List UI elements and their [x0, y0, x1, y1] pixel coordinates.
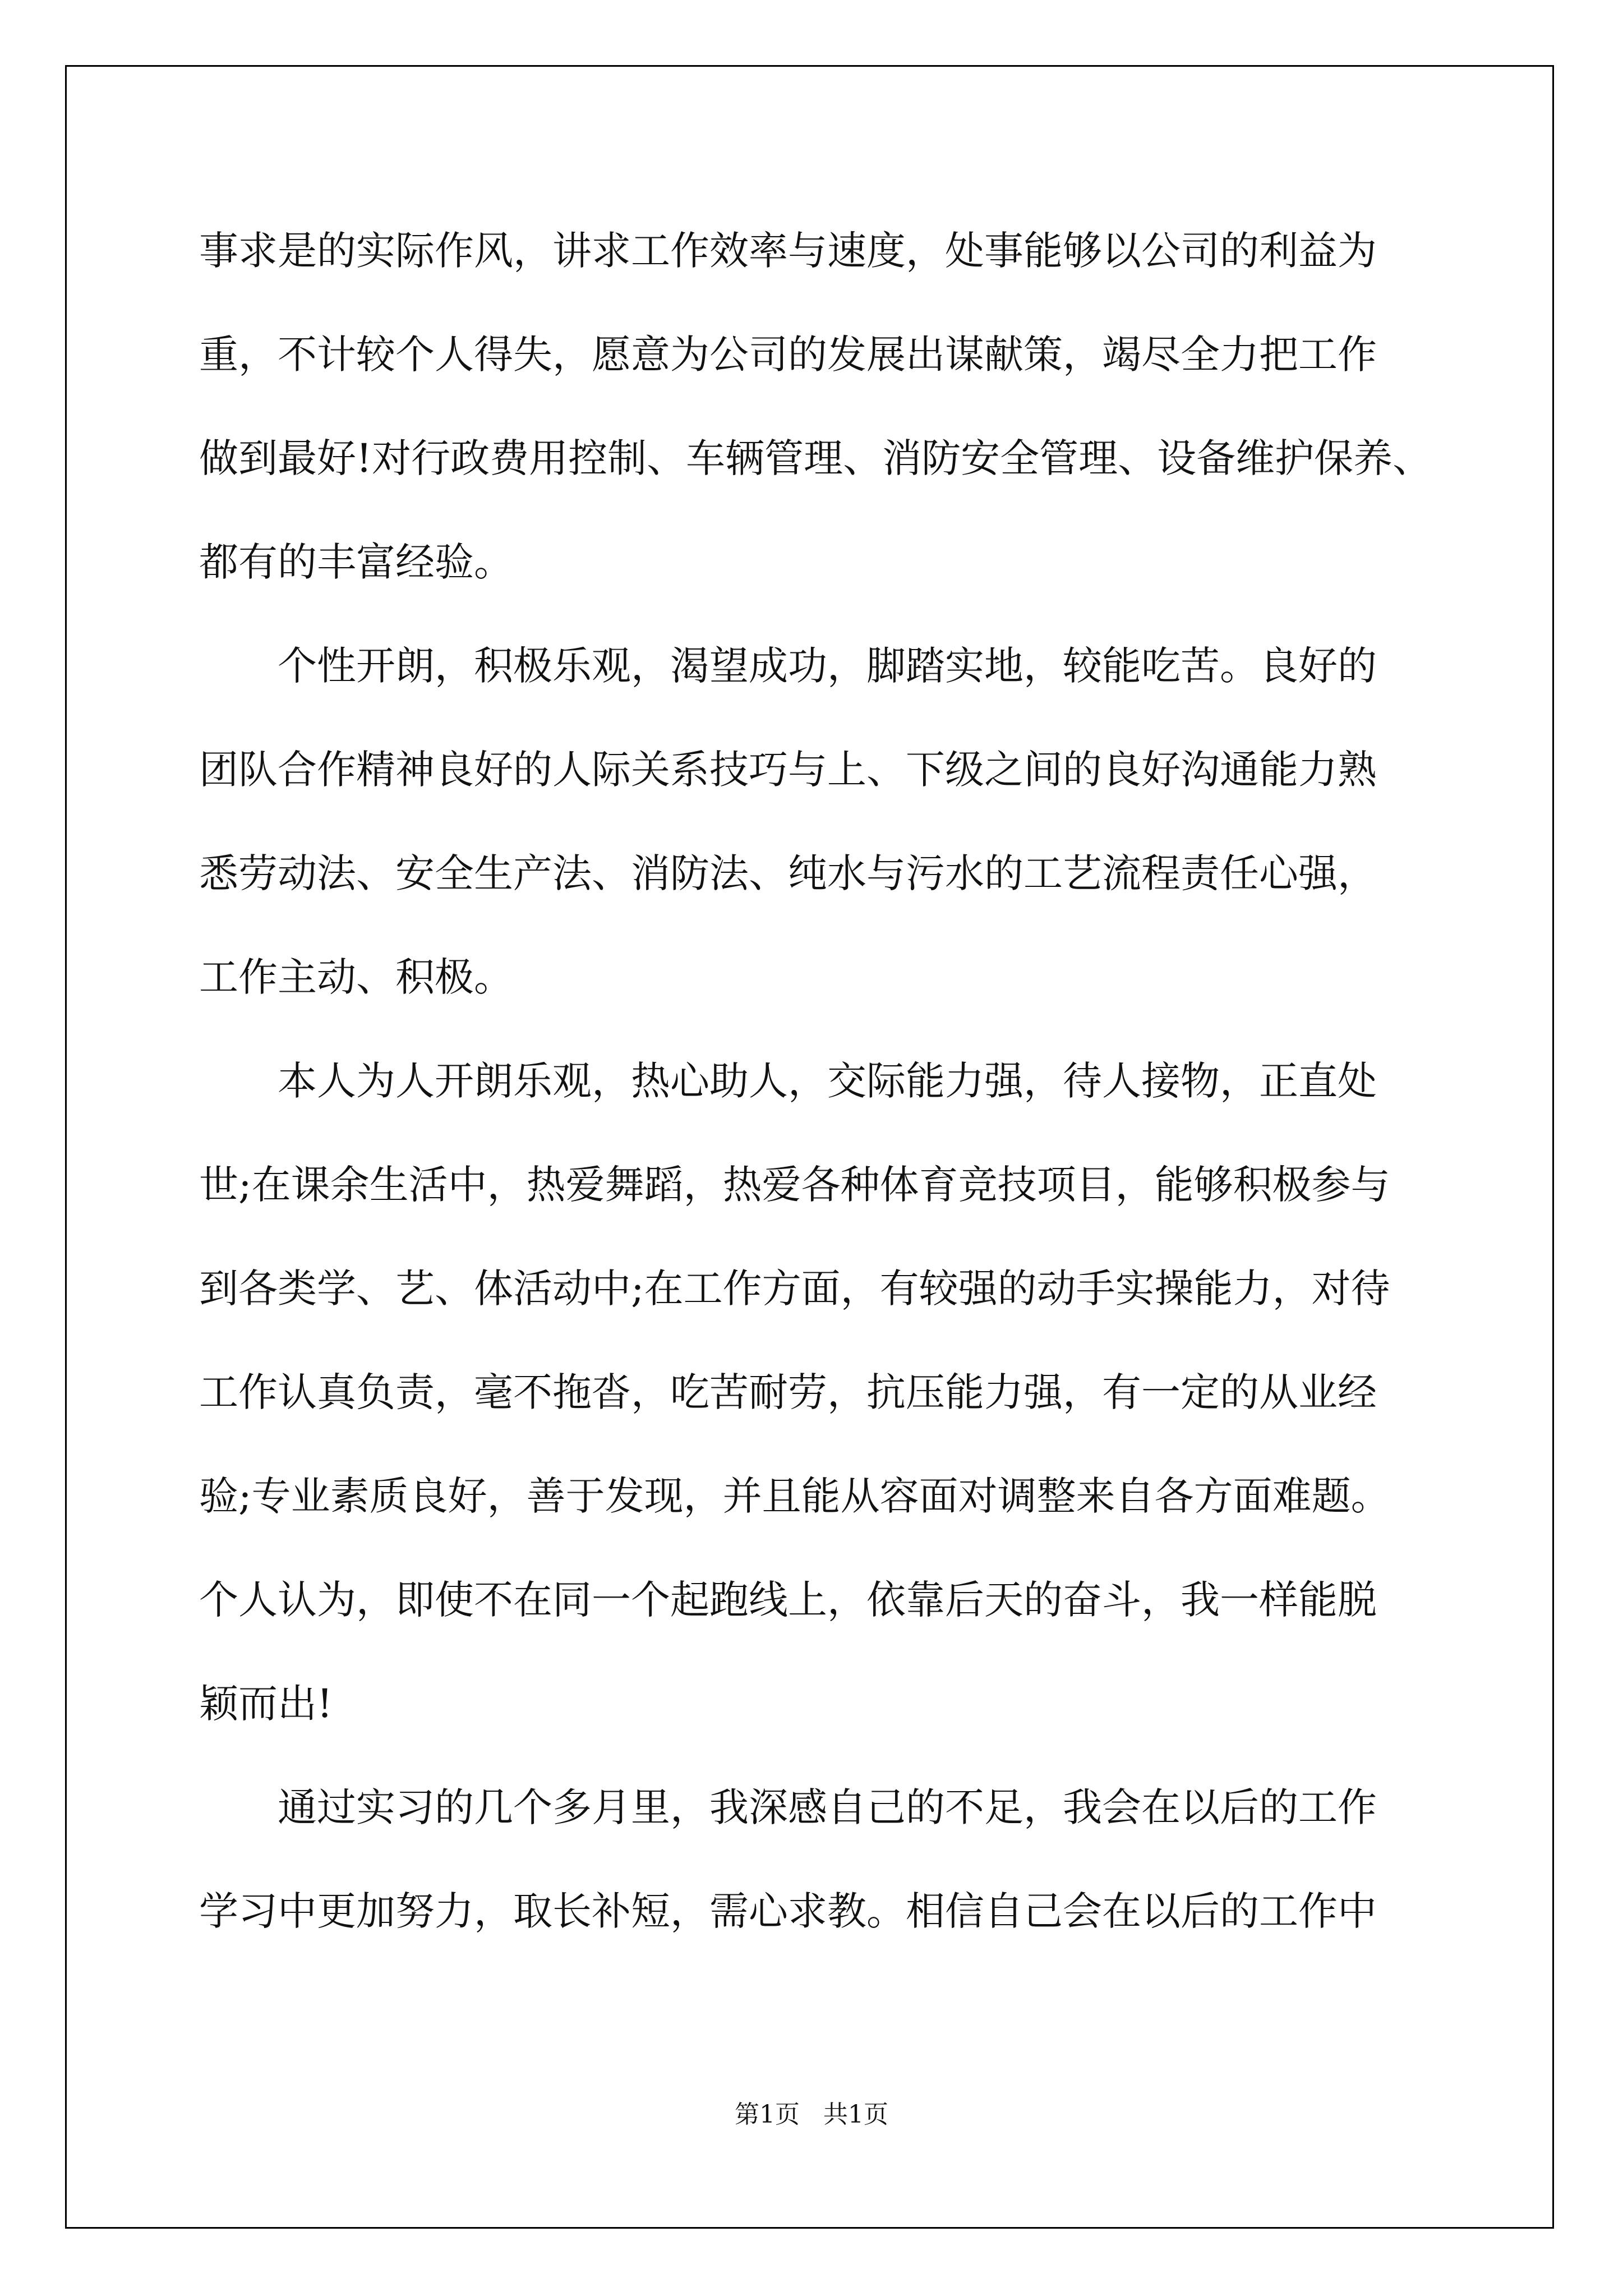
text-line: 都有的丰富经验。	[199, 539, 513, 585]
text-line: 工作认真负责，毫不拖沓，吃苦耐劳，抗压能力强，有一定的从业经	[199, 1369, 1377, 1415]
text-line: 事求是的实际作风，讲求工作效率与速度，处事能够以公司的利益为	[199, 228, 1377, 274]
text-line: 团队合作精神良好的人际关系技巧与上、下级之间的良好沟通能力熟	[199, 747, 1377, 793]
text-line: 做到最好!对行政费用控制、车辆管理、消防安全管理、设备维护保养、	[199, 435, 1432, 481]
text-line: 到各类学、艺、体活动中;在工作方面，有较强的动手实操能力，对待	[199, 1266, 1390, 1312]
text-line: 颖而出!	[199, 1681, 333, 1727]
text-line: 学习中更加努力，取长补短，需心求教。相信自己会在以后的工作中	[199, 1888, 1377, 1934]
text-line: 验;专业素质良好，善于发现，并且能从容面对调整来自各方面难题。	[199, 1473, 1390, 1519]
text-line: 世;在课余生活中，热爱舞蹈，热爱各种体育竞技项目，能够积极参与	[199, 1162, 1390, 1208]
text-line: 悉劳动法、安全生产法、消防法、纯水与污水的工艺流程责任心强，	[199, 850, 1377, 896]
text-line: 重，不计较个人得失，愿意为公司的发展出谋献策，竭尽全力把工作	[199, 332, 1377, 378]
page-footer: 第1页 共1页	[735, 2100, 888, 2129]
paragraph-first-line: 通过实习的几个多月里，我深感自己的不足，我会在以后的工作	[278, 1784, 1377, 1830]
text-line: 个人认为，即使不在同一个起跑线上，依靠后天的奋斗，我一样能脱	[199, 1577, 1377, 1623]
paragraph-first-line: 本人为人开朗乐观，热心助人，交际能力强，待人接物，正直处	[278, 1058, 1377, 1104]
paragraph-first-line: 个性开朗，积极乐观，渴望成功，脚踏实地，较能吃苦。良好的	[278, 643, 1377, 689]
text-line: 工作主动、积极。	[199, 954, 513, 1000]
